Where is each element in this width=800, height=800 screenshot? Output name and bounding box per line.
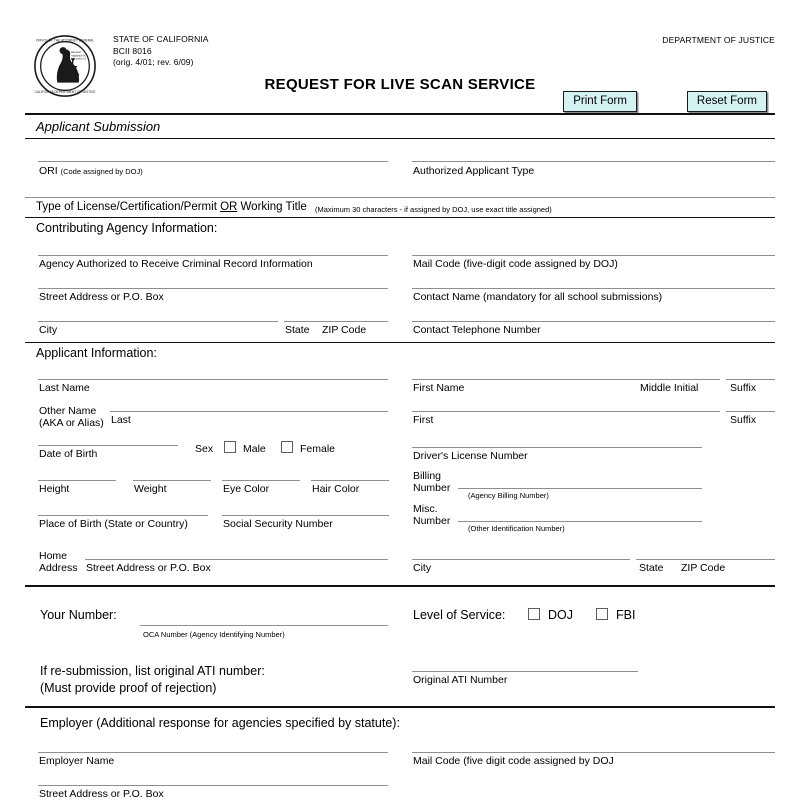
date-of-birth-field-line[interactable] (38, 445, 178, 446)
level-of-service-fbi-checkbox[interactable] (596, 608, 608, 620)
agency-city-field-line[interactable] (38, 321, 278, 322)
home-city-field-line[interactable] (412, 559, 630, 560)
agency-authorized-field-line[interactable] (38, 255, 388, 256)
height-field-line[interactable] (38, 480, 116, 481)
agency-phone-label: Contact Telephone Number (413, 324, 541, 336)
applicant-info-heading: Applicant Information: (36, 346, 157, 360)
your-number-label: Your Number: (40, 608, 117, 622)
home-address-label-line2: Address (39, 562, 78, 574)
agency-street-field-line[interactable] (38, 288, 388, 289)
agency-zip-label: ZIP Code (322, 324, 367, 336)
agency-identification (113, 34, 209, 69)
svg-text:the price of: the price of (71, 56, 86, 61)
hair-color-label: Hair Color (312, 483, 360, 495)
resubmission-label-line2: (Must provide proof of rejection) (40, 681, 217, 695)
ori-label (39, 165, 143, 178)
home-address-label-line1: Home (39, 550, 68, 562)
ssn-field-line[interactable] (222, 515, 389, 516)
eye-color-field-line[interactable] (222, 480, 300, 481)
other-first-label: First (413, 414, 434, 426)
first-name-label: First Name (413, 382, 465, 394)
sex-female-label: Female (300, 443, 336, 455)
date-of-birth-label: Date of Birth (39, 448, 98, 460)
original-ati-field-line[interactable] (412, 671, 638, 672)
agency-state-label: State (285, 324, 310, 336)
agency-street-label: Street Address or P.O. Box (39, 291, 164, 303)
employer-heading: Employer (Additional response for agencies specified by statute): (40, 716, 400, 730)
divider-employer (25, 706, 775, 708)
department-label: DEPARTMENT OF JUSTICE (662, 35, 775, 45)
agency-mail-code-label: Mail Code (five-digit code assigned by DOJ) (413, 258, 618, 270)
billing-number-field-line[interactable] (458, 488, 702, 489)
your-number-field-line[interactable] (140, 625, 388, 626)
contributing-agency-heading: Contributing Agency Information: (36, 221, 218, 235)
authorized-applicant-type-field-line[interactable] (412, 161, 775, 162)
svg-text:OFFICE OF THE ATTORNEY GENERAL: OFFICE OF THE ATTORNEY GENERAL (35, 38, 95, 43)
employer-street-label: Street Address or P.O. Box (39, 788, 164, 800)
license-type-hint: (Maximum 30 characters - if assigned by DOJ, use exact title assigned) (315, 205, 552, 214)
agency-state-zip-field-line[interactable] (284, 321, 388, 322)
authorized-applicant-type-label: Authorized Applicant Type (413, 165, 535, 177)
divider-your-number (25, 585, 775, 587)
employer-street-field-line[interactable] (38, 785, 388, 786)
applicant-submission-label: Applicant Submission (36, 119, 161, 134)
employer-name-field-line[interactable] (38, 752, 388, 753)
agency-contact-name-field-line[interactable] (412, 288, 775, 289)
other-suffix-label: Suffix (730, 414, 757, 426)
original-ati-label: Original ATI Number (413, 674, 508, 686)
misc-label-line2: Number (413, 515, 451, 527)
misc-label-line1: Misc. (413, 503, 438, 515)
divider-submission-top (25, 113, 775, 115)
middle-initial-label: Middle Initial (640, 382, 699, 394)
home-street-label: Street Address or P.O. Box (86, 562, 211, 574)
sex-female-checkbox[interactable] (281, 441, 293, 453)
suffix-field-line[interactable] (726, 379, 775, 380)
employer-name-label: Employer Name (39, 755, 115, 767)
last-name-field-line[interactable] (38, 379, 388, 380)
form-code: BCII 8016 (113, 45, 152, 56)
divider-applicant-info (25, 342, 775, 343)
first-name-field-line[interactable] (412, 379, 720, 380)
home-state-zip-field-line[interactable] (636, 559, 775, 560)
agency-contact-name-label: Contact Name (mandatory for all school submissions) (413, 291, 663, 303)
suffix-label: Suffix (730, 382, 757, 394)
other-last-field-line[interactable] (110, 411, 388, 412)
other-last-label: Last (111, 414, 131, 426)
svg-text:vigilance is: vigilance is (71, 53, 86, 58)
print-form-button[interactable]: Print Form (563, 91, 637, 112)
home-state-label: State (639, 562, 664, 574)
billing-number-hint: (Agency Billing Number) (468, 491, 549, 500)
sex-label: Sex (195, 443, 214, 455)
billing-label-line2: Number (413, 482, 451, 494)
weight-label: Weight (134, 483, 167, 495)
reset-form-button[interactable]: Reset Form (687, 91, 767, 112)
height-label: Height (39, 483, 70, 495)
ori-field-line[interactable] (38, 161, 388, 162)
agency-city-label: City (39, 324, 58, 336)
drivers-license-field-line[interactable] (412, 447, 702, 448)
place-of-birth-field-line[interactable] (38, 515, 208, 516)
form-action-buttons (563, 91, 767, 112)
employer-mail-code-field-line[interactable] (412, 752, 775, 753)
agency-phone-field-line[interactable] (412, 321, 775, 322)
license-label-a: Type of License/Certification/Permit (36, 201, 221, 213)
divider-submission-bottom (25, 138, 775, 139)
your-number-hint: OCA Number (Agency Identifying Number) (143, 630, 285, 639)
svg-text:Eternal: Eternal (71, 50, 81, 55)
form-revision: (orig. 4/01; rev. 6/09) (113, 57, 194, 67)
svg-text:CALIFORNIA DEPARTMENT OF JUSTI: CALIFORNIA DEPARTMENT OF JUSTICE (34, 89, 96, 94)
employer-mail-code-label: Mail Code (five digit code assigned by DOJ (413, 755, 614, 767)
other-first-field-line[interactable] (412, 411, 720, 412)
ori-hint: (Code assigned by DOJ) (60, 167, 143, 176)
hair-color-field-line[interactable] (311, 480, 389, 481)
last-name-label: Last Name (39, 382, 90, 394)
drivers-license-label: Driver's License Number (413, 450, 528, 462)
state-line: STATE OF CALIFORNIA (113, 34, 209, 44)
level-of-service-label: Level of Service: (413, 608, 506, 622)
weight-field-line[interactable] (133, 480, 211, 481)
license-label-or: OR (220, 201, 238, 213)
level-of-service-doj-label: DOJ (548, 608, 573, 622)
form-header (25, 30, 775, 110)
home-city-label: City (413, 562, 432, 574)
other-name-label-line2: (AKA or Alias) (39, 417, 104, 429)
place-of-birth-label: Place of Birth (State or Country) (39, 518, 188, 530)
sex-male-label: Male (243, 443, 266, 455)
license-label-b: Working Title (237, 201, 307, 213)
divider-contributing-agency (25, 217, 775, 218)
misc-number-field-line[interactable] (458, 521, 702, 522)
other-suffix-field-line[interactable] (726, 411, 775, 412)
misc-number-hint: (Other Identification Number) (468, 524, 565, 533)
level-of-service-fbi-label: FBI (616, 608, 636, 622)
page-title: REQUEST FOR LIVE SCAN SERVICE (264, 76, 536, 93)
ssn-label: Social Security Number (223, 518, 333, 530)
home-zip-label: ZIP Code (681, 562, 726, 574)
eye-color-label: Eye Color (223, 483, 270, 495)
ori-label-text: ORI (39, 165, 58, 177)
agency-authorized-label: Agency Authorized to Receive Criminal Record Information (39, 258, 313, 270)
resubmission-label-line1: If re-submission, list original ATI number: (40, 664, 265, 678)
agency-mail-code-field-line[interactable] (412, 255, 775, 256)
license-type-field-line[interactable] (25, 197, 775, 198)
license-type-label (36, 201, 307, 214)
billing-label-line1: Billing (413, 470, 442, 482)
sex-male-checkbox[interactable] (224, 441, 236, 453)
home-street-field-line[interactable] (85, 559, 388, 560)
other-name-label-line1: Other Name (39, 405, 97, 417)
level-of-service-doj-checkbox[interactable] (528, 608, 540, 620)
